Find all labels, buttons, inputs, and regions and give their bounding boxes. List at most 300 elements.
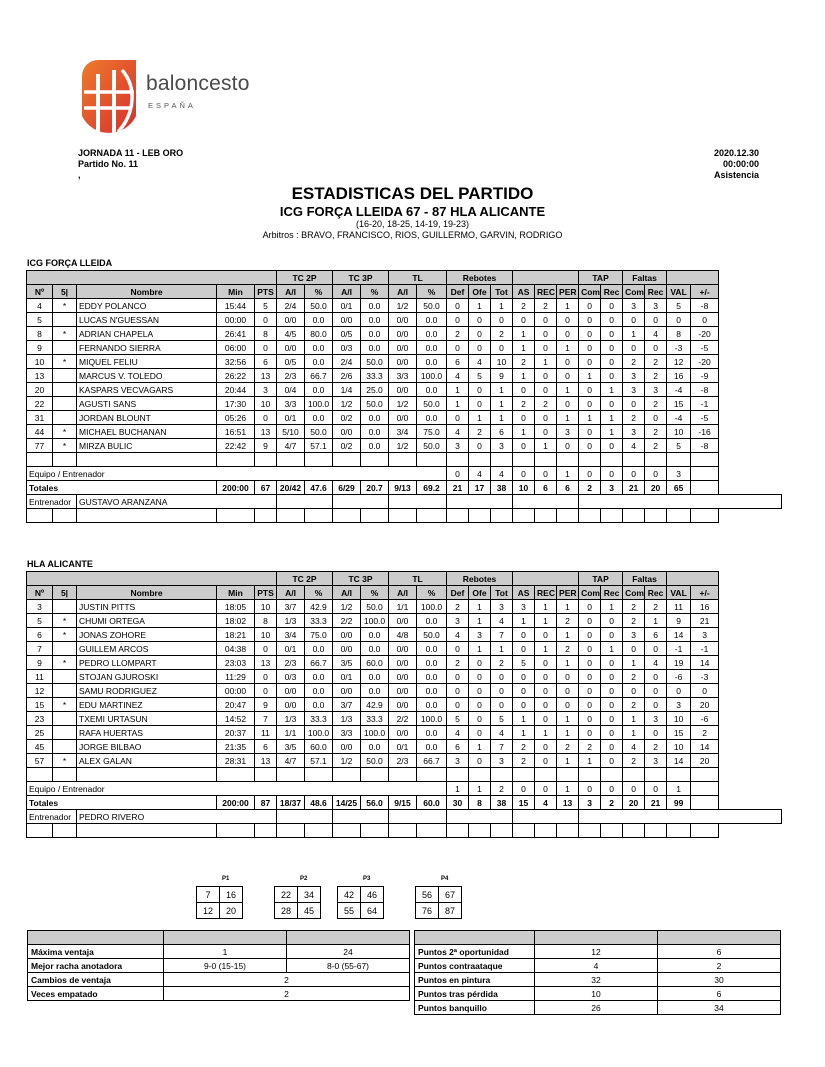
stat-cell: 0 — [601, 397, 623, 411]
quarter-away-score: 87 — [439, 903, 462, 919]
summary-header-cell — [658, 931, 781, 945]
stat-cell: 0 — [535, 656, 557, 670]
stat-cell: 0 — [623, 642, 645, 656]
summary-table-left — [27, 930, 410, 1001]
stat-cell: 2 — [623, 600, 645, 614]
quarter-row — [338, 903, 384, 919]
stat-cell: 4/5 — [277, 327, 305, 341]
stat-cell: 1 — [469, 782, 491, 796]
summary-row — [28, 973, 410, 987]
player-name: GUILLEM ARCOS — [77, 642, 217, 656]
stat-cell: 0 — [535, 425, 557, 439]
stat-cell: 13 — [255, 369, 277, 383]
blank-cell — [513, 509, 535, 523]
player-name: EDDY POLANCO — [77, 299, 217, 313]
stat-cell: 1 — [535, 614, 557, 628]
stat-cell: 9 — [667, 614, 691, 628]
stat-cell: 1 — [469, 614, 491, 628]
blank-cell — [623, 824, 645, 838]
stat-cell: 0 — [601, 670, 623, 684]
stat-cell: 0.0 — [305, 411, 333, 425]
stat-cell: 0 — [255, 684, 277, 698]
blank-cell — [277, 495, 333, 509]
stat-cell: 0 — [579, 313, 601, 327]
stat-cell: 19 — [667, 656, 691, 670]
stat-cell: 5 — [513, 656, 535, 670]
stat-cell: 50.0 — [361, 754, 389, 768]
column-header: VAL — [667, 586, 691, 600]
stat-cell: 50.0 — [417, 397, 447, 411]
stat-cell: 2/3 — [277, 656, 305, 670]
stat-cell: 0.0 — [417, 642, 447, 656]
stat-cell: 0 — [513, 698, 535, 712]
stat-cell: 0/0 — [389, 726, 417, 740]
stat-cell: 18:21 — [217, 628, 255, 642]
totals-row — [27, 481, 782, 495]
group-header-cell: TL — [389, 271, 447, 285]
stat-cell: 6 — [535, 481, 557, 495]
blank-cell — [305, 768, 333, 782]
stat-cell: 0 — [579, 439, 601, 453]
stat-cell: 20 — [645, 481, 667, 495]
stat-cell: 100.0 — [417, 712, 447, 726]
stat-cell: 2 — [645, 439, 667, 453]
blank-row — [27, 768, 782, 782]
stat-cell: 0/1 — [389, 740, 417, 754]
player-row — [27, 698, 782, 712]
quarter-away-score: 46 — [361, 887, 384, 903]
stat-cell: 0/0 — [277, 341, 305, 355]
summary-value-home: 9-0 (15-15) — [164, 959, 287, 973]
stat-cell: 1 — [513, 327, 535, 341]
column-header: A/I — [389, 586, 417, 600]
summary-value: 2 — [164, 987, 410, 1001]
stat-cell: 0/0 — [389, 383, 417, 397]
player-row — [27, 614, 782, 628]
stat-cell: 14 — [691, 656, 719, 670]
player-row — [27, 355, 782, 369]
blank-cell — [27, 453, 53, 467]
stat-cell: 0 — [601, 313, 623, 327]
stat-cell: 50.0 — [417, 299, 447, 313]
column-header: PER — [557, 285, 579, 299]
stat-cell: 3/5 — [277, 740, 305, 754]
summary-label: Puntos contraataque — [415, 959, 535, 973]
stat-cell: -20 — [691, 355, 719, 369]
stat-cell: 00:00 — [217, 313, 255, 327]
stat-cell: -20 — [691, 327, 719, 341]
stat-cell: 0 — [601, 628, 623, 642]
stat-cell: 20/42 — [277, 481, 305, 495]
page-title: ESTADISTICAS DEL PARTIDO — [291, 184, 534, 203]
stat-cell: -3 — [667, 341, 691, 355]
stat-cell: * — [53, 628, 77, 642]
column-header: Com — [579, 285, 601, 299]
blank-cell — [469, 824, 491, 838]
stat-cell: 5 — [447, 712, 469, 726]
stat-cell: 11 — [667, 600, 691, 614]
stat-cell: 0 — [557, 369, 579, 383]
stat-cell: 0/0 — [333, 684, 361, 698]
stat-cell: 0 — [447, 341, 469, 355]
column-header: % — [305, 285, 333, 299]
player-row — [27, 425, 782, 439]
stat-cell: 2 — [691, 726, 719, 740]
stat-cell — [53, 600, 77, 614]
stat-cell: 0.0 — [305, 698, 333, 712]
quarter-home-score: 55 — [338, 903, 361, 919]
player-name: FERNANDO SIERRA — [77, 341, 217, 355]
stat-cell: 0 — [469, 397, 491, 411]
stat-cell — [53, 383, 77, 397]
stat-cell: 48.6 — [305, 796, 333, 810]
stat-cell: 0.0 — [361, 684, 389, 698]
column-header: A/I — [277, 285, 305, 299]
blank-cell — [217, 824, 255, 838]
stat-cell: 8 — [27, 327, 53, 341]
stat-cell: 67 — [255, 481, 277, 495]
stat-cell: 10 — [667, 712, 691, 726]
stat-cell: 2/6 — [333, 369, 361, 383]
stat-cell: 0 — [623, 313, 645, 327]
stat-cell: 2 — [447, 656, 469, 670]
stat-cell: 3 — [623, 383, 645, 397]
blank-cell — [389, 509, 417, 523]
blank-cell — [601, 509, 623, 523]
stat-cell: 13 — [255, 656, 277, 670]
stat-cell: 2 — [535, 299, 557, 313]
stat-cell: 1 — [557, 712, 579, 726]
stat-cell: 1 — [469, 600, 491, 614]
player-name: PEDRO LLOMPART — [77, 656, 217, 670]
stat-cell: 9 — [255, 439, 277, 453]
team-name-away: HLA ALICANTE — [27, 559, 93, 569]
stat-cell: 10 — [513, 481, 535, 495]
group-header-cell: Faltas — [623, 572, 667, 586]
column-header-row — [27, 586, 782, 600]
blank-cell — [77, 824, 217, 838]
stat-cell: 2 — [535, 397, 557, 411]
player-name: STOJAN GJUROSKI — [77, 670, 217, 684]
group-header-cell: TC 2P — [277, 572, 333, 586]
stat-cell: 0 — [579, 327, 601, 341]
stat-cell: 0 — [535, 383, 557, 397]
blank-cell — [53, 509, 77, 523]
blank-cell — [417, 768, 447, 782]
group-header-row — [27, 572, 782, 586]
player-name: ADRIAN CHAPELA — [77, 327, 217, 341]
stat-cell: 0 — [535, 712, 557, 726]
blank-cell — [469, 453, 491, 467]
stat-cell: 0.0 — [361, 740, 389, 754]
stat-cell: 1 — [557, 656, 579, 670]
stat-cell: 0 — [469, 313, 491, 327]
stat-cell: 2 — [557, 740, 579, 754]
stat-cell: 69.2 — [417, 481, 447, 495]
stat-cell: 0 — [601, 684, 623, 698]
stat-cell: 1 — [623, 656, 645, 670]
stat-cell: 0 — [535, 327, 557, 341]
stat-cell: 16 — [667, 369, 691, 383]
stat-cell: 5 — [667, 299, 691, 313]
blank-cell — [255, 453, 277, 467]
summary-value-away: 6 — [658, 987, 781, 1001]
stat-cell: 80.0 — [305, 327, 333, 341]
blank-cell — [53, 453, 77, 467]
stat-cell: 1 — [557, 782, 579, 796]
stat-cell: 0/0 — [389, 341, 417, 355]
blank-cell — [53, 768, 77, 782]
stat-cell: 100.0 — [305, 726, 333, 740]
match-number: Partido No. 11 — [78, 159, 139, 169]
stat-cell: 3 — [645, 299, 667, 313]
stat-cell: 0/0 — [389, 313, 417, 327]
blank-cell — [469, 509, 491, 523]
summary-value-away: 24 — [287, 945, 410, 959]
stat-cell: 0 — [469, 684, 491, 698]
blank-cell — [623, 453, 645, 467]
stat-cell: 15:44 — [217, 299, 255, 313]
stat-cell: 2 — [513, 740, 535, 754]
stat-cell: 44 — [27, 425, 53, 439]
stat-cell: 0 — [535, 782, 557, 796]
stat-cell: 2/2 — [389, 712, 417, 726]
stat-cell: 0 — [579, 684, 601, 698]
stat-cell: 1 — [557, 467, 579, 481]
summary-row — [415, 1001, 781, 1015]
team-coach-row — [27, 782, 782, 796]
stat-cell: * — [53, 355, 77, 369]
blank-cell — [601, 768, 623, 782]
stat-cell: 1/2 — [389, 299, 417, 313]
stat-cell: 1 — [667, 782, 691, 796]
stat-cell: 21 — [623, 481, 645, 495]
column-header: +/- — [691, 586, 719, 600]
column-header: % — [417, 586, 447, 600]
coach-row — [27, 810, 782, 824]
stat-cell: 0 — [557, 397, 579, 411]
stat-cell: 1 — [447, 397, 469, 411]
column-header: PTS — [255, 586, 277, 600]
column-header: Def — [447, 285, 469, 299]
stat-cell: 0 — [447, 670, 469, 684]
stat-cell: 1 — [579, 411, 601, 425]
stat-cell: -8 — [691, 383, 719, 397]
blank-cell — [491, 768, 513, 782]
stat-cell: 2 — [513, 754, 535, 768]
stat-cell: 0.0 — [417, 726, 447, 740]
blank-cell — [623, 768, 645, 782]
stat-cell: 1 — [601, 600, 623, 614]
stat-cell: * — [53, 439, 77, 453]
blank-cell — [579, 824, 601, 838]
player-name: SAMU RODRIGUEZ — [77, 684, 217, 698]
blank-cell — [389, 453, 417, 467]
blank-cell — [535, 509, 557, 523]
stat-cell: 1 — [645, 614, 667, 628]
player-row — [27, 712, 782, 726]
blank-cell — [77, 453, 217, 467]
stat-cell: 0/0 — [389, 642, 417, 656]
stat-cell: 2 — [623, 614, 645, 628]
stat-cell: 0/3 — [277, 670, 305, 684]
stat-cell: -16 — [691, 425, 719, 439]
summary-row — [415, 945, 781, 959]
group-header-cell: TC 2P — [277, 271, 333, 285]
blank-cell — [645, 509, 667, 523]
quarter-label: P2 — [300, 876, 308, 882]
stat-cell: 14 — [691, 740, 719, 754]
stat-cell: 1/3 — [277, 614, 305, 628]
logo-wordmark: baloncesto — [146, 72, 250, 95]
quarter-away-score: 64 — [361, 903, 384, 919]
stat-cell: 6 — [255, 355, 277, 369]
stat-cell: 33.3 — [305, 712, 333, 726]
player-name: JORDAN BLOUNT — [77, 411, 217, 425]
quarter-home-score: 76 — [416, 903, 439, 919]
stat-cell — [53, 313, 77, 327]
stat-cell: 1/2 — [389, 397, 417, 411]
column-header: Min — [217, 586, 255, 600]
stat-cell: 6 — [447, 740, 469, 754]
stat-cell: 0 — [469, 712, 491, 726]
header-blank — [667, 572, 719, 586]
stat-cell: 0 — [513, 670, 535, 684]
blank-cell — [255, 824, 277, 838]
stat-cell: 0/0 — [389, 698, 417, 712]
blank-cell — [691, 768, 719, 782]
stat-cell: 20:37 — [217, 726, 255, 740]
stat-cell: 04:38 — [217, 642, 255, 656]
stat-cell: 0 — [469, 439, 491, 453]
stat-cell: 3 — [447, 439, 469, 453]
stat-cell: 0 — [469, 656, 491, 670]
stat-cell: 1 — [535, 439, 557, 453]
stat-cell: 0 — [623, 467, 645, 481]
stat-cell: 4/8 — [389, 628, 417, 642]
attendance-label: Asistencia — [713, 170, 759, 180]
coach-label: Entrenador — [27, 810, 77, 824]
player-name: MARCUS V. TOLEDO — [77, 369, 217, 383]
stat-cell: 0 — [645, 467, 667, 481]
blank-cell — [535, 453, 557, 467]
stat-cell: 1/3 — [333, 712, 361, 726]
column-header: % — [361, 285, 389, 299]
stat-cell: 2 — [645, 369, 667, 383]
blank-cell — [77, 509, 217, 523]
summary-value-away: 6 — [658, 945, 781, 959]
stat-cell: 0 — [557, 698, 579, 712]
quarter-row — [338, 887, 384, 903]
player-name: TXEMI URTASUN — [77, 712, 217, 726]
column-header: A/I — [333, 586, 361, 600]
stat-cell: 1 — [601, 425, 623, 439]
stat-cell: -5 — [691, 411, 719, 425]
stat-cell: * — [53, 656, 77, 670]
column-header: Ofe — [469, 285, 491, 299]
stat-cell — [53, 712, 77, 726]
stat-cell: 1 — [513, 425, 535, 439]
blank-cell — [389, 768, 417, 782]
stat-cell: 0 — [469, 754, 491, 768]
stat-cell: 0 — [645, 341, 667, 355]
blank-cell — [333, 495, 389, 509]
stat-cell: 0/0 — [389, 684, 417, 698]
column-header: Rec — [645, 285, 667, 299]
stat-cell: 0 — [535, 467, 557, 481]
stat-cell: -9 — [691, 369, 719, 383]
stat-cell: 0 — [491, 684, 513, 698]
stat-cell: 0.0 — [305, 341, 333, 355]
stat-cell: 31 — [27, 411, 53, 425]
summary-table-right — [414, 930, 781, 1015]
round-label: JORNADA 11 - LEB ORO — [78, 148, 184, 158]
summary-row — [415, 987, 781, 1001]
stat-cell: * — [53, 425, 77, 439]
stat-cell: 0/0 — [277, 684, 305, 698]
summary-value-home: 32 — [535, 973, 658, 987]
team-name-home: ICG FORÇA LLEIDA — [27, 258, 113, 268]
stat-cell: 0/0 — [389, 327, 417, 341]
stat-cell: 10 — [255, 628, 277, 642]
stat-cell: 3 — [579, 796, 601, 810]
blank-cell — [579, 509, 601, 523]
summary-row — [28, 959, 410, 973]
stat-cell: 4 — [645, 656, 667, 670]
summary-header-cell — [415, 931, 535, 945]
stat-cell: 0.0 — [361, 425, 389, 439]
stat-cell: 1 — [535, 726, 557, 740]
group-header-cell: Rebotes — [447, 572, 513, 586]
stat-cell: 1 — [601, 411, 623, 425]
stat-cell — [53, 670, 77, 684]
blank-cell — [447, 768, 469, 782]
blank-cell — [691, 824, 719, 838]
stat-cell: 0 — [645, 726, 667, 740]
stat-cell: 0.0 — [417, 614, 447, 628]
team-coach-row — [27, 467, 782, 481]
player-row — [27, 600, 782, 614]
stat-cell: 87 — [255, 796, 277, 810]
stat-cell: * — [53, 299, 77, 313]
stat-cell: 0/1 — [333, 670, 361, 684]
match-date: 2020.12.30 — [713, 148, 759, 158]
stat-cell: 2/3 — [277, 369, 305, 383]
column-header: Com — [623, 285, 645, 299]
coach-name: GUSTAVO ARANZANA — [77, 495, 277, 509]
stat-cell: 45 — [27, 740, 53, 754]
stat-cell: 3 — [491, 439, 513, 453]
quarter-row — [197, 903, 243, 919]
column-header: Com — [623, 586, 645, 600]
quarter-away-score: 16 — [220, 887, 243, 903]
stat-cell — [53, 369, 77, 383]
summary-label: Cambios de ventaja — [28, 973, 164, 987]
stat-cell: 3/7 — [333, 698, 361, 712]
summary-value-away: 30 — [658, 973, 781, 987]
summary-label: Puntos 2ª oportunidad — [415, 945, 535, 959]
stat-cell: 100.0 — [361, 726, 389, 740]
stat-cell: 0/1 — [277, 411, 305, 425]
blank-cell — [513, 453, 535, 467]
stat-cell: * — [53, 614, 77, 628]
stat-cell: 28:31 — [217, 754, 255, 768]
stat-cell: 15 — [667, 397, 691, 411]
stat-cell: 2 — [623, 698, 645, 712]
column-header: Ofe — [469, 586, 491, 600]
stat-cell: 0.0 — [417, 740, 447, 754]
stat-cell: -1 — [667, 642, 691, 656]
